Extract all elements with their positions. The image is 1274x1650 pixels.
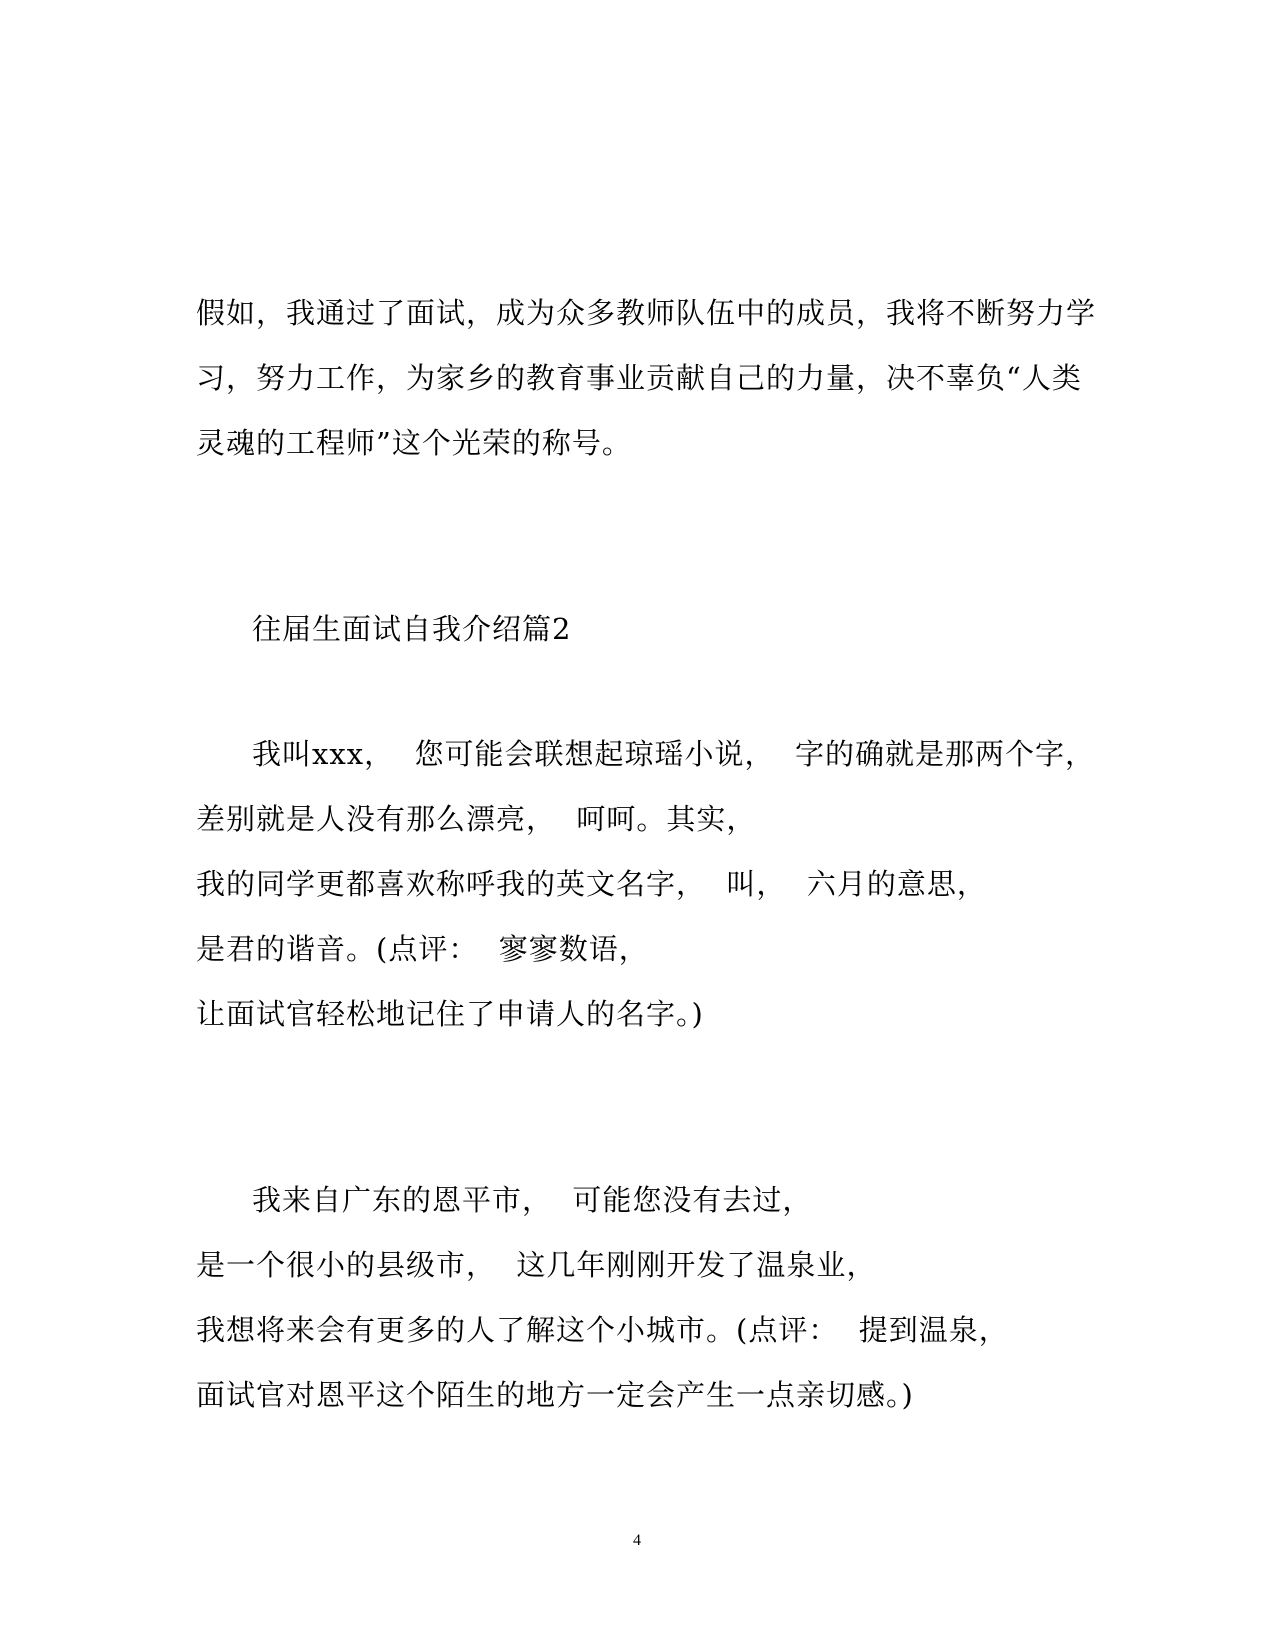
paragraph-2-line-1: 我叫xxx， 您可能会联想起琼瑶小说， 字的确就是那两个字， [252, 737, 1095, 771]
paragraph-3-line-3: 我想将来会有更多的人了解这个小城市。(点评： 提到温泉， [196, 1313, 1009, 1347]
paragraph-1-line-3: 灵魂的工程师”这个光荣的称号。 [196, 426, 632, 460]
page-number: 4 [633, 1532, 641, 1549]
paragraph-3-line-1: 我来自广东的恩平市， 可能您没有去过， [252, 1183, 813, 1217]
section-heading: 往届生面试自我介绍篇2 [252, 612, 572, 646]
paragraph-3-line-2: 是一个很小的县级市， 这几年刚刚开发了温泉业， [196, 1248, 877, 1282]
paragraph-2-line-3: 我的同学更都喜欢称呼我的英文名字， 叫， 六月的意思， [196, 867, 987, 901]
paragraph-2-line-2: 差别就是人没有那么漂亮， 呵呵。其实， [196, 802, 757, 836]
paragraph-2-line-4: 是君的谐音。(点评： 寥寥数语， [196, 932, 649, 966]
paragraph-1-line-1: 假如，我通过了面试，成为众多教师队伍中的成员，我将不断努力学 [196, 296, 1097, 330]
paragraph-2-line-5: 让面试官轻松地记住了申请人的名字。) [196, 997, 704, 1031]
paragraph-1-line-2: 习，努力工作，为家乡的教育事业贡献自己的力量，决不辜负“人类 [196, 361, 1082, 395]
paragraph-3-line-4: 面试官对恩平这个陌生的地方一定会产生一点亲切感。) [196, 1378, 914, 1412]
